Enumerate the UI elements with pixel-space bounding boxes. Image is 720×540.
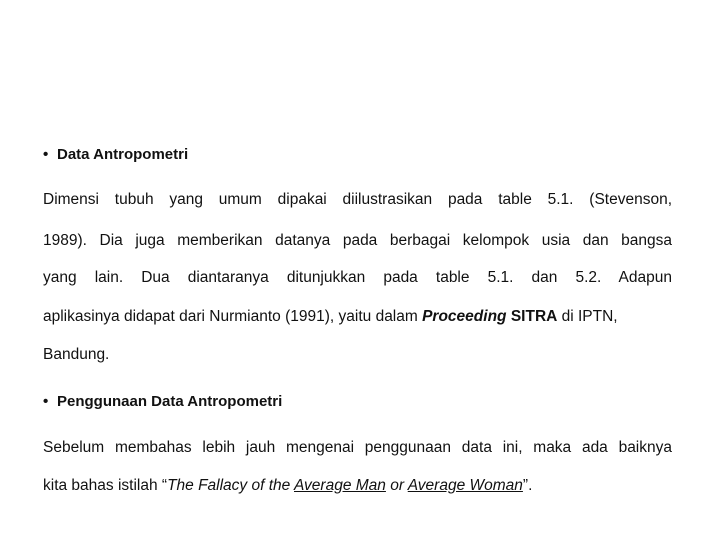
paragraph-line: Sebelum membahas lebih jauh mengenai penggunaan data ini, maka ada baiknya <box>43 439 672 456</box>
italic-text: The Fallacy of the <box>167 477 294 494</box>
section-heading-text: Data Antropometri <box>57 146 189 163</box>
bullet-icon: • <box>43 146 49 163</box>
paragraph-line: Bandung. <box>43 346 110 363</box>
text-run: ”. <box>522 477 533 494</box>
paragraph-line: 1989). Dia juga memberikan datanya pada berbagai kelompok usia dan bangsa <box>43 232 672 249</box>
text-run: di IPTN, <box>557 308 618 325</box>
paragraph-line <box>43 308 618 326</box>
text-run: kita bahas istilah “ <box>43 477 168 494</box>
paragraph-line: Dimensi tubuh yang umum dipakai diilustrasikan pada table 5.1. (Stevenson, <box>43 191 672 208</box>
sitra-text: SITRA <box>510 308 558 325</box>
italic-text: or <box>385 477 408 494</box>
bullet-icon: • <box>43 393 49 410</box>
section-heading-data-antropometri <box>43 146 188 164</box>
proceeding-text: Proceeding <box>422 308 507 325</box>
average-man-text: Average Man <box>294 477 386 494</box>
average-woman-text: Average Woman <box>407 477 523 494</box>
paragraph-line: yang lain. Dua diantaranya ditunjukkan pada table 5.1. dan 5.2. Adapun <box>43 269 672 286</box>
section-heading-text: Penggunaan Data Antropometri <box>57 393 283 410</box>
paragraph-line <box>43 477 532 495</box>
text-run: aplikasinya didapat dari Nurmianto (1991), yaitu dalam <box>43 308 423 325</box>
section-heading-penggunaan <box>43 393 282 411</box>
